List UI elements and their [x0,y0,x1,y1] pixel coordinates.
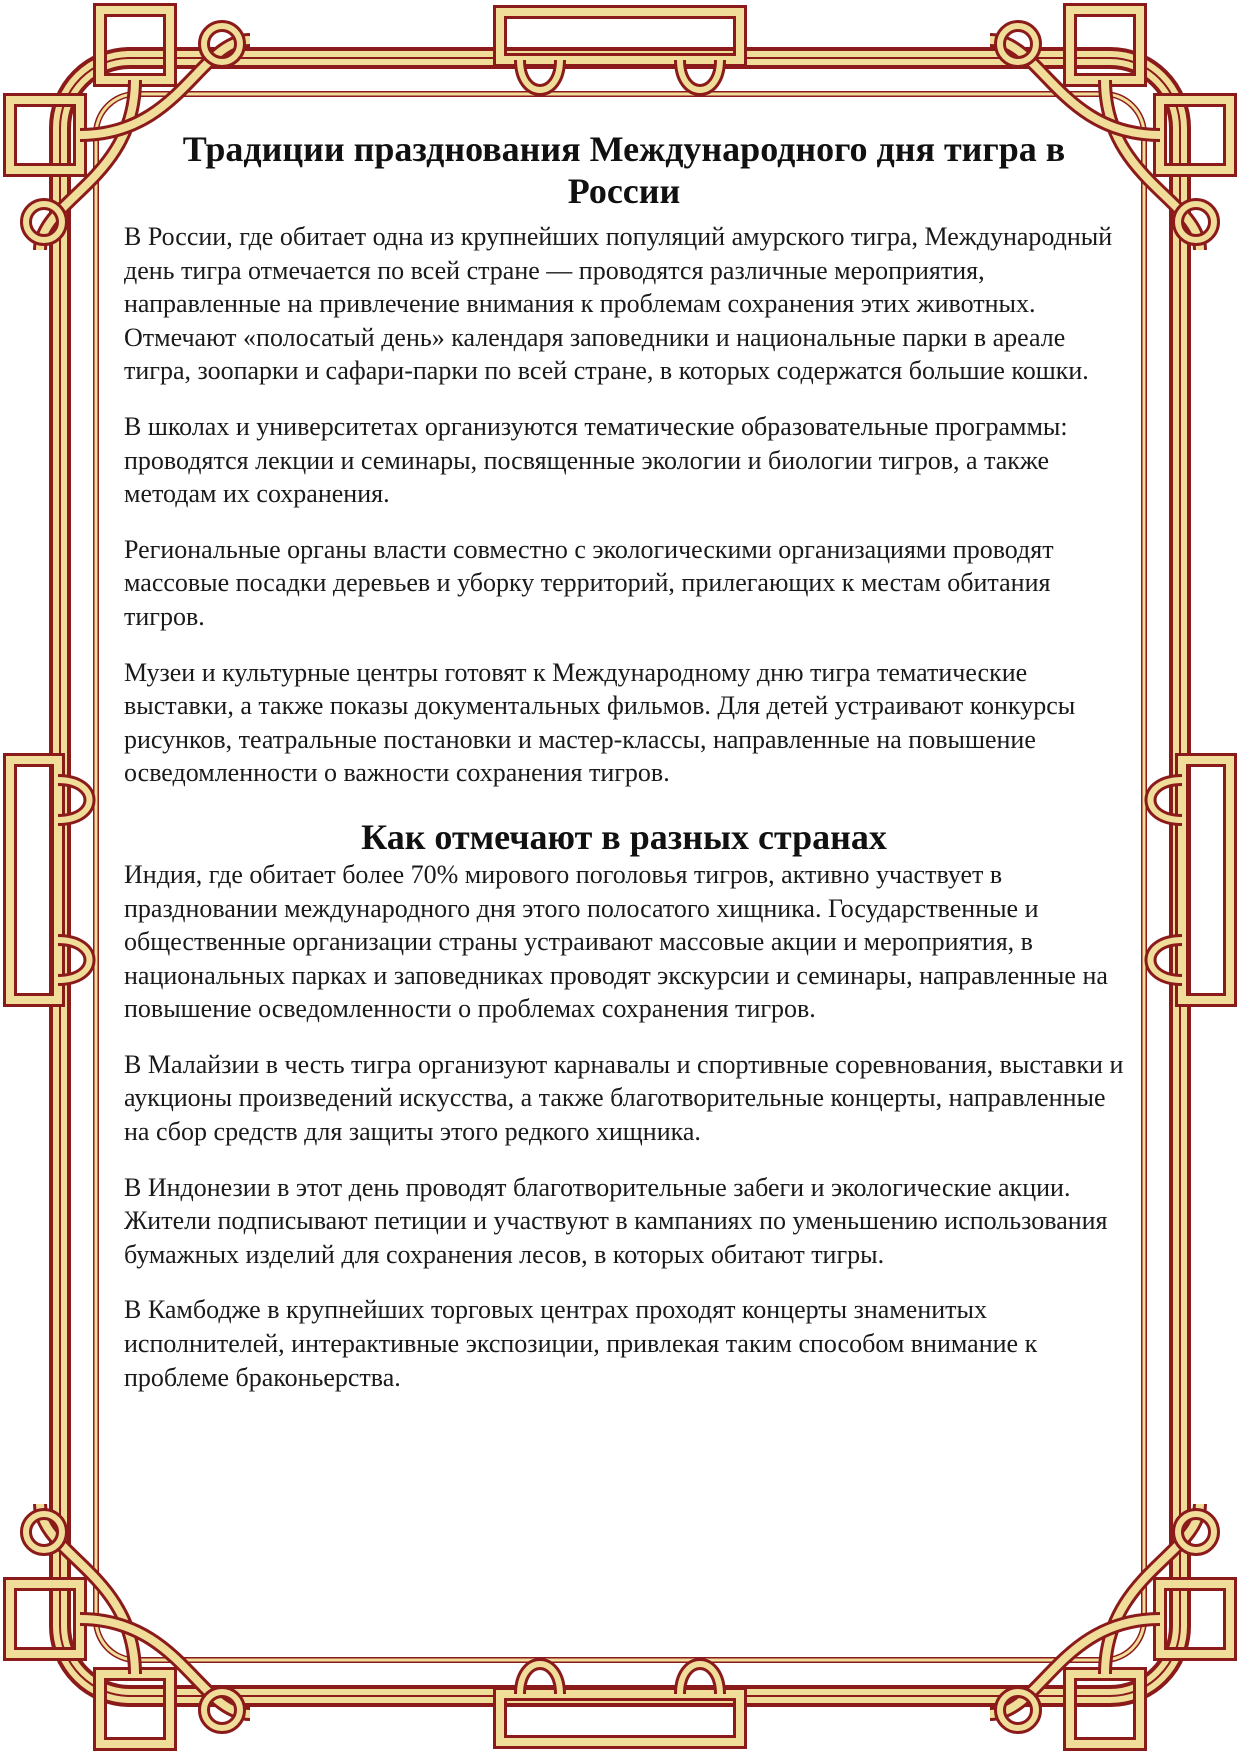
corner-knot-bottom-right [990,1504,1230,1744]
paragraph-india: Индия, где обитает более 70% мирового поголовья тигров, активно участвует в праздновании международного дня этого полосатого хищника. Государственные и общественные организации страны устраивают массовые акции и мероприятия, в национальных парках и заповедниках проводят экскурсии и семинары, направленные на повышение осведомленности о проблемах сохранения тигров. [124,859,1108,1024]
paragraph-malaysia: В Малайзии в честь тигра организуют карнавалы и спортивные соревнования, выставки и аукционы произведений искусства, а также благотворительные концерты, направленные на сбор средств для защиты этого редкого хищника. [124,1049,1124,1147]
paragraph-cambodia: В Камбодже в крупнейших торговых центрах проходят концерты знаменитых исполнителей, интерактивные экспозиции, привлекая таким способом внимание к проблеме браконьерства. [124,1295,1038,1392]
paragraph-russia-4: Музеи и культурные центры готовят к Международному дню тигра тематические выставки, а также показы документальных фильмов. Для детей устраивают конкурсы рисунков, театральные постановки и мастер-классы, направленные на повышение осведомленности о важности сохранения тигров. [124,657,1076,788]
heading-russia: Традиции празднования Международного дня тигра в России [182,129,1066,211]
paragraph-russia-3: Региональные органы власти совместно с экологическими организациями проводят массовые посадки деревьев и уборку территорий, прилегающих к местам обитания тигров. [124,534,1054,631]
paragraph-russia-1: В России, где обитает одна из крупнейших популяций амурского тигра, Международный день тигра отмечается по всей стране — проводятся различные мероприятия, направленные на привлечение внимания к проблемам сохранения этих животных. Отмечают «полосатый день» календаря заповедники и национальные парки в ареале тигра, зоопарки и сафари-парки по всей стране, в которых содержатся большие кошки. [124,222,1113,386]
heading-countries: Как отмечают в разных странах [361,816,887,857]
paragraph-indonesia: В Индонезии в этот день проводят благотворительные забеги и экологические акции. Жители подписывают петиции и участвуют в кампаниях по уменьшению использования бумажных изделий для сохранения лесов, в которых обитают тигры. [124,1172,1108,1269]
paragraph-russia-2: В школах и университетах организуются тематические образовательные программы: проводятся лекции и семинары, посвященные экологии и биологии тигров, а также методам их сохранения. [124,411,1068,509]
document-content [124,122,1124,1416]
corner-knot-bottom-left [10,1504,250,1744]
